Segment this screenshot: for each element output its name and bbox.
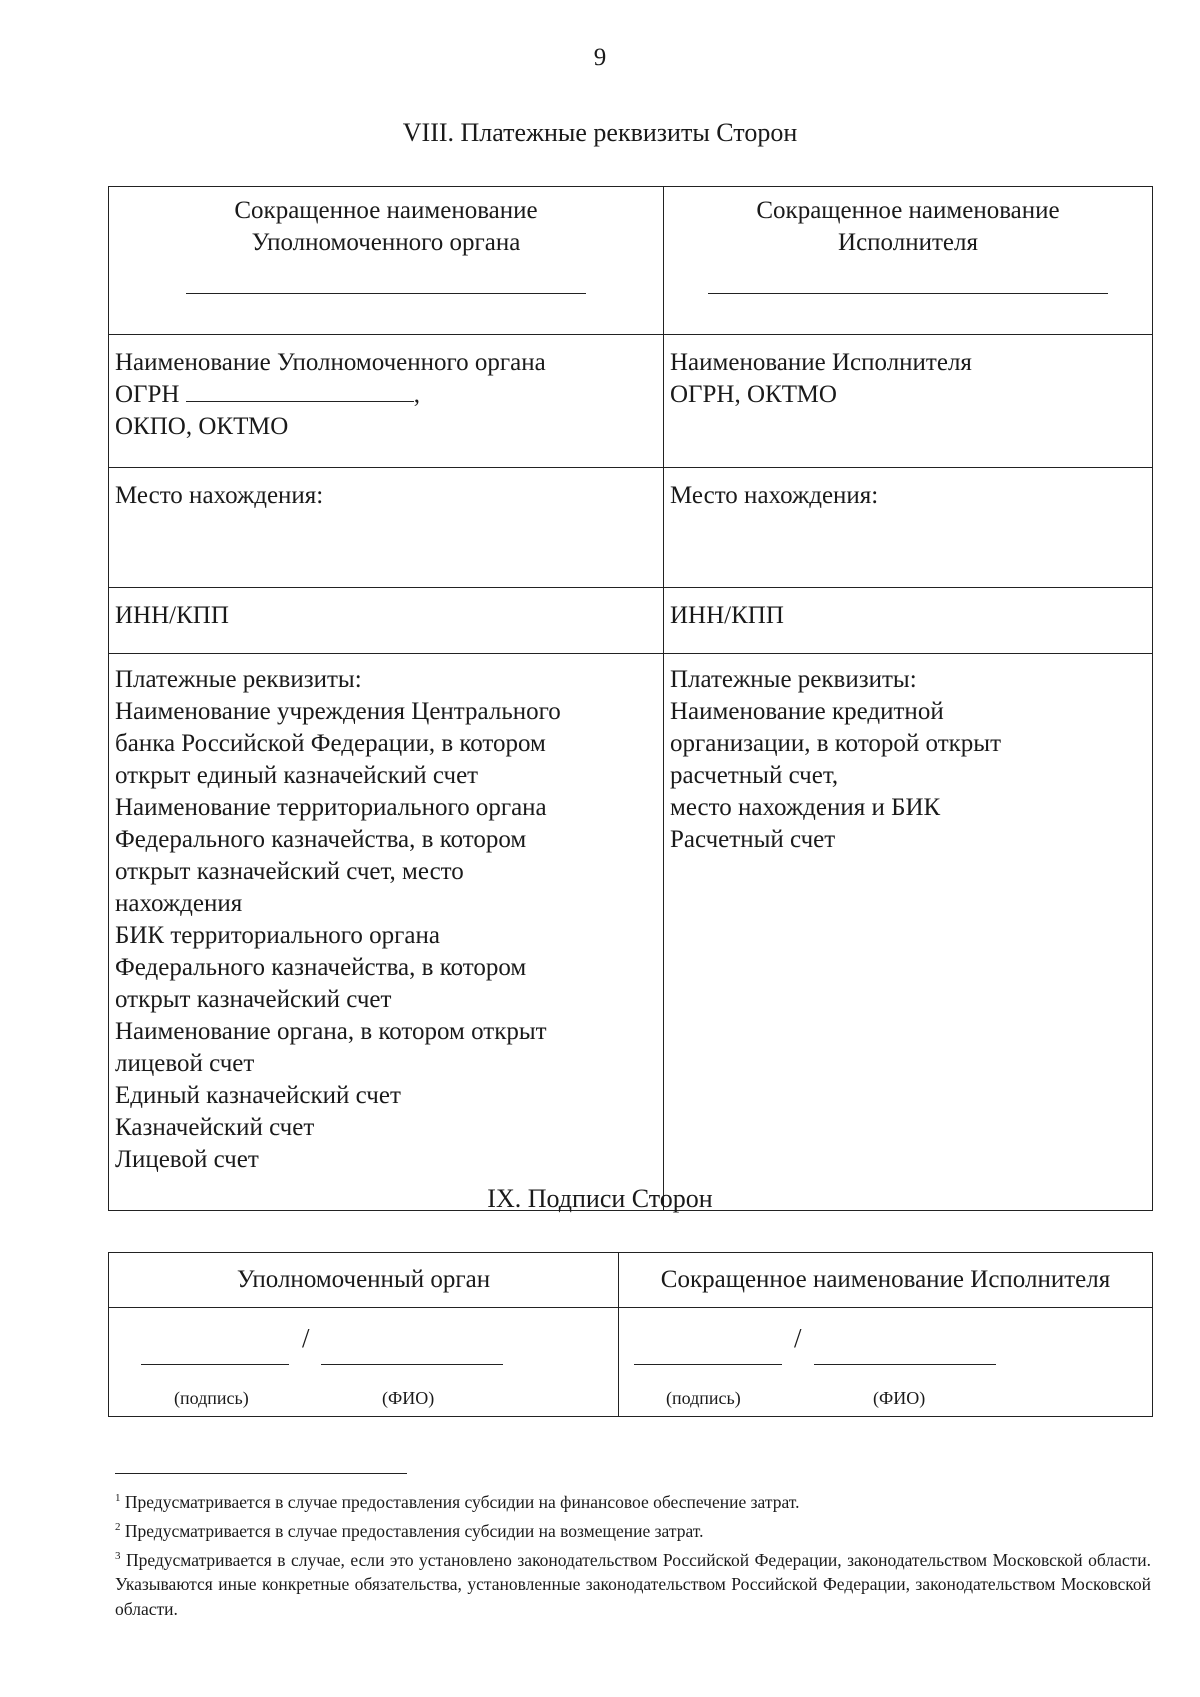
header-text: Уполномоченного органа <box>251 229 521 256</box>
authority-short-name-cell <box>109 187 664 335</box>
table-row <box>109 187 1153 335</box>
table-row <box>109 1253 1153 1308</box>
signature-caption: (подпись) <box>174 1388 249 1408</box>
footnote-separator <box>115 1473 407 1474</box>
contractor-signature-header: Сокращенное наименование Исполнителя <box>619 1253 1153 1308</box>
footnote-number: 3 <box>115 1549 121 1562</box>
authority-signature-header: Уполномоченный орган <box>109 1253 619 1308</box>
section-8-title: VIII. Платежные реквизиты Сторон <box>402 118 798 147</box>
list-item: Платежные реквизиты: <box>115 666 362 693</box>
list-item: открыт казначейский счет, место <box>115 858 464 885</box>
fio-line <box>814 1364 996 1365</box>
ogrn-line <box>115 379 657 411</box>
signature-line <box>634 1364 782 1365</box>
table-row <box>109 1308 1153 1417</box>
table-row <box>109 654 1153 1211</box>
contractor-name-label: Наименование Исполнителя <box>670 349 972 376</box>
list-item: Наименование органа, в котором открыт <box>115 1018 547 1045</box>
slash: / <box>302 1323 310 1353</box>
authority-payment-cell <box>109 654 664 1211</box>
authority-inn-cell: ИНН/КПП <box>109 588 664 654</box>
list-item: Расчетный счет <box>670 826 836 853</box>
footnote-1 <box>115 1486 1151 1515</box>
section-9-title: IX. Подписи Сторон <box>487 1184 713 1213</box>
header-text: Исполнителя <box>838 229 978 256</box>
footnotes <box>115 1486 1151 1622</box>
fill-in-line <box>708 293 1108 294</box>
ogrn-oktmo-label: ОГРН, ОКТМО <box>670 381 837 408</box>
list-item: расчетный счет, <box>670 762 839 789</box>
fio-caption: (ФИО) <box>382 1388 435 1408</box>
authority-name-cell <box>109 335 664 468</box>
table-row <box>109 468 1153 588</box>
signature-line <box>141 1364 289 1365</box>
footnote-text: Предусматривается в случае предоставления субсидии на возмещение затрат. <box>124 1520 704 1541</box>
authority-location-cell: Место нахождения: <box>109 468 664 588</box>
list-item: Наименование учреждения Центрального <box>115 698 561 725</box>
list-item: Единый казначейский счет <box>115 1082 401 1109</box>
list-item: открыт казначейский счет <box>115 986 392 1013</box>
ogrn-label: ОГРН <box>115 381 180 408</box>
okpo-oktmo-label: ОКПО, ОКТМО <box>115 413 289 440</box>
fio-caption: (ФИО) <box>873 1388 926 1408</box>
header-text: Сокращенное наименование <box>234 197 538 224</box>
payment-details-table <box>108 186 1153 1211</box>
authority-name-label: Наименование Уполномоченного органа <box>115 349 546 376</box>
authority-signature-cell <box>109 1308 619 1417</box>
list-item: нахождения <box>115 890 243 917</box>
header-text: Сокращенное наименование <box>756 197 1060 224</box>
contractor-short-name-cell <box>664 187 1153 335</box>
footnote-text: Предусматривается в случае предоставления субсидии на финансовое обеспечение затрат. <box>124 1491 800 1512</box>
footnote-number: 1 <box>115 1492 121 1504</box>
list-item: Федерального казначейства, в котором <box>115 954 527 981</box>
list-item: БИК территориального органа <box>115 922 440 949</box>
signature-caption: (подпись) <box>666 1388 741 1408</box>
list-item: Казначейский счет <box>115 1114 315 1141</box>
list-item: Наименование территориального органа <box>115 794 547 821</box>
contractor-signature-cell <box>619 1308 1153 1417</box>
ogrn-blank <box>186 379 414 402</box>
list-item: Платежные реквизиты: <box>670 666 917 693</box>
footnote-2 <box>115 1515 1151 1544</box>
table-row <box>109 335 1153 468</box>
fill-in-line <box>186 293 586 294</box>
page-number: 9 <box>593 44 607 71</box>
table-row <box>109 588 1153 654</box>
fio-line <box>321 1364 503 1365</box>
contractor-payment-cell <box>664 654 1153 1211</box>
list-item: лицевой счет <box>115 1050 255 1077</box>
footnote-text: Предусматривается в случае, если это установлено законодательством Российской Федерации, законодательством Московской области. Указываются иные конкретные обязательства, установленные законодательством Российской Федерации, законодательством Московской области. <box>115 1549 1151 1620</box>
footnote-3 <box>115 1544 1151 1623</box>
list-item: банка Российской Федерации, в котором <box>115 730 546 757</box>
list-item: Наименование кредитной <box>670 698 944 725</box>
slash: / <box>794 1323 802 1353</box>
comma: , <box>413 381 420 408</box>
list-item: открыт единый казначейский счет <box>115 762 479 789</box>
list-item: Лицевой счет <box>115 1146 259 1173</box>
footnote-number: 2 <box>115 1520 121 1533</box>
contractor-location-cell: Место нахождения: <box>664 468 1153 588</box>
list-item: место нахождения и БИК <box>670 794 941 821</box>
list-item: организации, в которой открыт <box>670 730 1002 757</box>
list-item: Федерального казначейства, в котором <box>115 826 527 853</box>
contractor-inn-cell: ИНН/КПП <box>664 588 1153 654</box>
signatures-table <box>108 1252 1153 1417</box>
contractor-name-cell <box>664 335 1153 468</box>
